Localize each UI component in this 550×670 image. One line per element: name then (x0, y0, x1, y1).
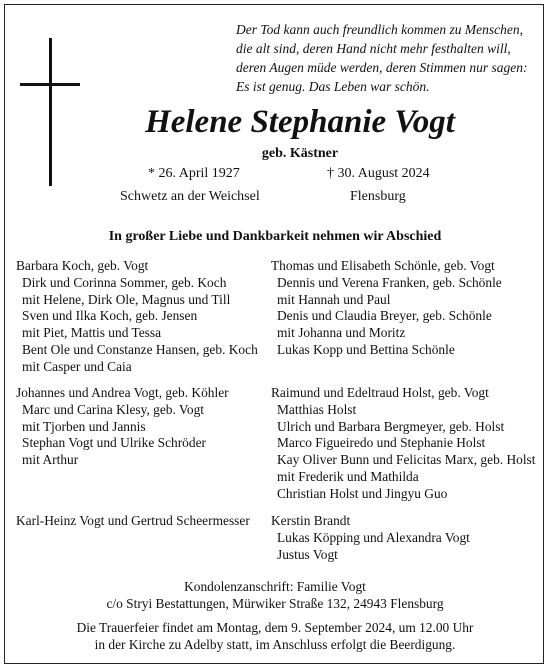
family-group (16, 258, 258, 376)
birth-place: Schwetz an der Weichsel (120, 189, 260, 204)
birth-date: * 26. April 1927 (148, 166, 240, 181)
family-line: Lukas Kopp und Bettina Schönle (277, 341, 455, 357)
family-line: mit Johanna und Moritz (277, 325, 406, 341)
family-line: Marco Figueiredo und Stephanie Holst (277, 435, 486, 451)
family-line: mit Arthur (22, 452, 79, 468)
family-line: mit Hannah und Paul (277, 291, 391, 307)
family-line: Christian Holst und Jingyu Guo (277, 485, 448, 501)
family-line: Kay Oliver Bunn und Felicitas Marx, geb. Holst (277, 452, 536, 468)
family-line: mit Casper und Caia (22, 358, 132, 374)
family-line: Kerstin Brandt (271, 513, 351, 528)
poem-line: die alt sind, deren Hand nicht mehr festhalten will, (236, 41, 511, 56)
family-group (271, 258, 502, 359)
family-line: Matthias Holst (277, 401, 357, 417)
birth-name: geb. Kästner (261, 146, 339, 161)
family-line: Johannes und Andrea Vogt, geb. Köhler (16, 385, 229, 400)
family-line: mit Piet, Mattis und Tessa (22, 325, 162, 341)
family-line: Karl-Heinz Vogt und Gertrud Scheermesser (16, 513, 250, 528)
family-group (16, 513, 250, 530)
death-place: Flensburg (350, 189, 406, 204)
family-line: Bent Ole und Constanze Hansen, geb. Koch (22, 341, 258, 357)
funeral-info-line: in der Kirche zu Adelby statt, im Anschluss erfolgt die Beerdigung. (94, 637, 456, 652)
family-line: Denis und Claudia Breyer, geb. Schönle (277, 308, 492, 324)
poem-line: deren Augen müde werden, deren Stimmen nur sagen: (236, 60, 528, 75)
family-line: Dirk und Corinna Sommer, geb. Koch (22, 274, 227, 290)
family-line: Lukas Köpping und Alexandra Vogt (277, 529, 470, 545)
family-group (271, 513, 470, 563)
family-line: mit Frederik und Mathilda (277, 468, 419, 484)
family-line: Sven und Ilka Koch, geb. Jensen (22, 308, 198, 324)
family-line: Raimund und Edeltraud Holst, geb. Vogt (271, 385, 489, 400)
family-line: Justus Vogt (277, 546, 338, 562)
condolence-address-line: Kondolenzanschrift: Familie Vogt (184, 579, 366, 594)
poem (236, 20, 536, 96)
family-line: Marc und Carina Klesy, geb. Vogt (22, 401, 204, 417)
family-group (271, 385, 535, 503)
cross-horizontal-bar (20, 83, 80, 86)
family-line: mit Tjorben und Jannis (22, 418, 146, 434)
family-line: Stephan Vogt und Ulrike Schröder (22, 435, 206, 451)
death-date: † 30. August 2024 (327, 166, 430, 181)
funeral-info-line: Die Trauerfeier findet am Montag, dem 9. September 2024, um 12.00 Uhr (76, 620, 474, 635)
family-line: Thomas und Elisabeth Schönle, geb. Vogt (271, 258, 495, 273)
family-line: Dennis und Verena Franken, geb. Schönle (277, 274, 502, 290)
poem-line: Der Tod kann auch freundlich kommen zu Menschen, (236, 22, 523, 37)
family-line: Ulrich und Barbara Bergmeyer, geb. Holst (277, 418, 505, 434)
farewell-heading: In großer Liebe und Dankbarkeit nehmen wir Abschied (108, 229, 442, 244)
poem-line: Es ist genug. Das Leben war schön. (236, 79, 430, 94)
cross-vertical-bar (49, 38, 52, 186)
deceased-name: Helene Stephanie Vogt (145, 104, 455, 140)
family-line: mit Helene, Dirk Ole, Magnus und Till (22, 291, 231, 307)
condolence-address-line: c/o Stryi Bestattungen, Mürwiker Straße 132, 24943 Flensburg (106, 596, 444, 611)
family-line: Barbara Koch, geb. Vogt (16, 258, 149, 273)
family-group (16, 385, 229, 469)
